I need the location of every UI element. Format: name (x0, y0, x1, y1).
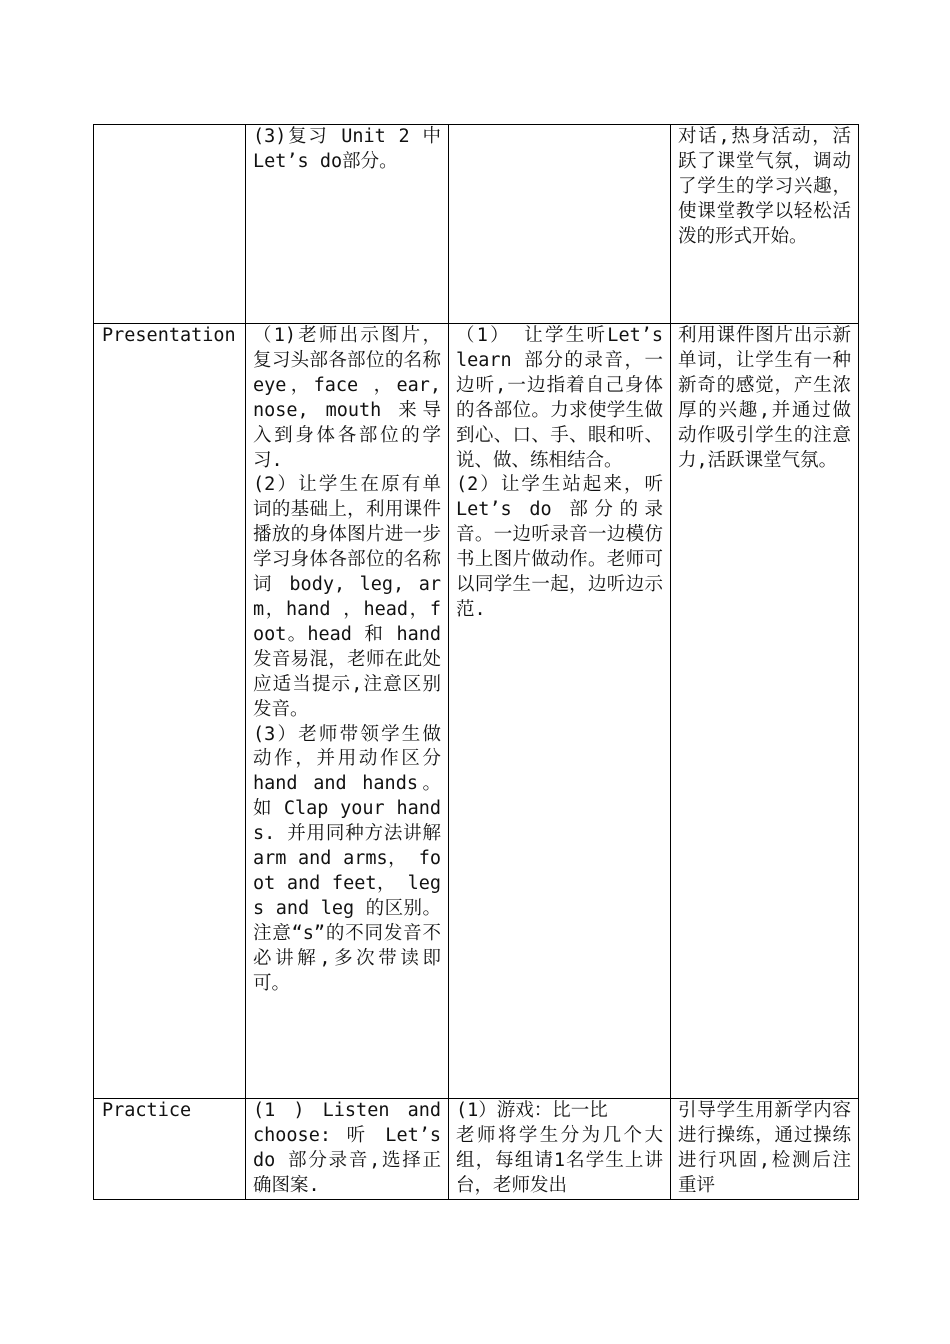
teacher-paragraph: (3)复习 Unit 2 中 Let’s do部分。 (253, 126, 441, 172)
purpose-cell (671, 324, 859, 1099)
table-row (94, 125, 859, 324)
student-activity-cell (449, 1099, 671, 1200)
table-row (94, 1099, 859, 1200)
purpose-cell (671, 125, 859, 324)
purpose-paragraph: 对话,热身活动，活跃了课堂气氛，调动了学生的学习兴趣，使课堂教学以轻松活泼的形式开始。 (678, 126, 851, 247)
teacher-paragraph: （1)老师出示图片，复习头部各部位的名称 eye，face ，ear, nose, mouth 来导入到身体各部位的学习. (253, 325, 441, 471)
teacher-paragraph: (1 ) Listen and choose: 听 Let’s do 部分录音,选择正确图案. (253, 1100, 441, 1196)
student-paragraph: 老师将学生分为几个大组，每组请1名学生上讲台，老师发出 (456, 1124, 663, 1196)
student-paragraph: （1） 让学生听Let’s learn 部分的录音，一边听,一边指着自己身体的各部位。力求使学生做到心、口、手、眼和听、说、做、练相结合。 (456, 325, 663, 471)
stage-cell (94, 125, 246, 324)
teacher-activity-cell (246, 1099, 449, 1200)
teacher-activity-cell (246, 324, 449, 1099)
table-row (94, 324, 859, 1099)
purpose-paragraph: 引导学生用新学内容进行操练，通过操练进行巩固,检测后注重评 (678, 1100, 851, 1196)
student-paragraph: (2）让学生站起来，听 Let’s do 部分的录音。一边听录音一边模仿书上图片做动作。老师可以同学生一起，边听边示范. (456, 474, 663, 620)
student-activity-cell (449, 324, 671, 1099)
student-activity-cell (449, 125, 671, 324)
purpose-paragraph: 利用课件图片出示新单词，让学生有一种新奇的感觉，产生浓厚的兴趣,并通过做动作吸引学生的注意力,活跃课堂气氛。 (678, 325, 851, 471)
teacher-activity-cell (246, 125, 449, 324)
purpose-cell (671, 1099, 859, 1200)
student-paragraph: (1）游戏：比一比 (456, 1100, 608, 1121)
stage-cell: Presentation (94, 324, 246, 1099)
teacher-paragraph: (2）让学生在原有单词的基础上，利用课件播放的身体图片进一步学习身体各部位的名称词 body, leg, arm，hand ，head，foot。head 和 hand 发音易混，老师在此处应适当提示,注意区别发音。 (253, 474, 441, 720)
stage-cell: Practice (94, 1099, 246, 1200)
lesson-plan-table (93, 124, 859, 1200)
teacher-paragraph: (3）老师带领学生做动作，并用动作区分 hand and hands。 如 Clap your hands. 并用同种方法讲解 arm and arms， foot and feet， legs and leg 的区别。注意“s”的不同发音不必讲解,多次带读即可。 (253, 723, 441, 994)
